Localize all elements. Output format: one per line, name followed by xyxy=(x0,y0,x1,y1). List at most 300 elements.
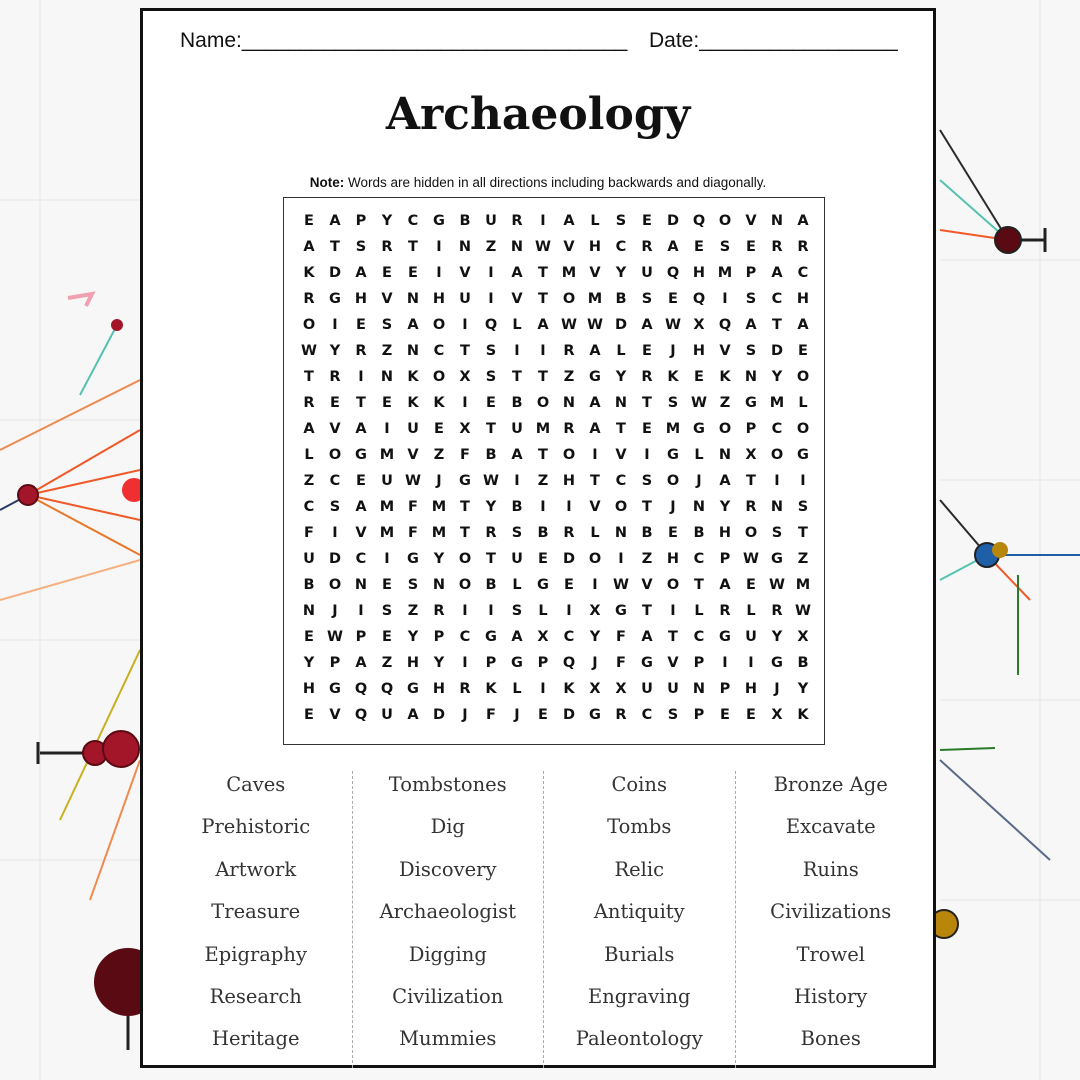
grid-letter[interactable]: Z xyxy=(537,473,549,489)
grid-letter[interactable]: G xyxy=(589,369,601,385)
grid-letter[interactable]: U xyxy=(381,707,393,723)
grid-letter[interactable]: Q xyxy=(718,317,732,333)
grid-letter[interactable]: C xyxy=(563,629,575,645)
grid-letter[interactable]: N xyxy=(432,577,446,593)
grid-letter[interactable]: M xyxy=(379,447,395,463)
grid-letter[interactable]: O xyxy=(770,447,784,463)
grid-letter[interactable]: G xyxy=(407,681,419,697)
grid-letter[interactable]: P xyxy=(433,629,445,645)
grid-letter[interactable]: D xyxy=(432,707,446,723)
grid-letter[interactable]: R xyxy=(433,603,445,619)
grid-letter[interactable]: O xyxy=(458,551,472,567)
grid-letter[interactable]: R xyxy=(303,395,315,411)
grid-letter[interactable]: G xyxy=(641,655,653,671)
grid-letter[interactable]: I xyxy=(592,447,598,463)
grid-letter[interactable]: F xyxy=(616,629,626,645)
grid-letter[interactable]: K xyxy=(303,265,315,281)
grid-letter[interactable]: H xyxy=(562,473,576,489)
grid-letter[interactable]: I xyxy=(644,447,650,463)
grid-letter[interactable]: I xyxy=(488,291,494,307)
grid-letter[interactable]: O xyxy=(432,369,446,385)
grid-letter[interactable]: A xyxy=(355,655,367,671)
grid-letter[interactable]: N xyxy=(718,447,732,463)
grid-letter[interactable]: C xyxy=(355,551,367,567)
grid-letter[interactable]: R xyxy=(563,525,575,541)
grid-letter[interactable]: T xyxy=(408,239,418,255)
grid-letter[interactable]: S xyxy=(771,525,783,541)
grid-letter[interactable]: P xyxy=(329,655,341,671)
grid-letter[interactable]: K xyxy=(719,369,731,385)
grid-letter[interactable]: C xyxy=(615,473,627,489)
grid-letter[interactable]: P xyxy=(693,707,705,723)
grid-letter[interactable]: R xyxy=(459,681,471,697)
grid-letter[interactable]: I xyxy=(540,213,546,229)
grid-letter[interactable]: Z xyxy=(381,655,393,671)
grid-letter[interactable]: S xyxy=(381,317,393,333)
grid-letter[interactable]: I xyxy=(540,681,546,697)
grid-letter[interactable]: K xyxy=(407,369,419,385)
grid-letter[interactable]: Q xyxy=(692,291,706,307)
date-field[interactable]: Date:_________________ xyxy=(649,29,898,52)
grid-letter[interactable]: W xyxy=(535,239,551,255)
grid-letter[interactable]: K xyxy=(563,681,575,697)
grid-letter[interactable]: M xyxy=(717,265,733,281)
grid-letter[interactable]: Z xyxy=(303,473,315,489)
grid-letter[interactable]: B xyxy=(303,577,315,593)
grid-letter[interactable]: A xyxy=(589,343,601,359)
grid-letter[interactable]: D xyxy=(328,265,342,281)
grid-letter[interactable]: B xyxy=(511,499,523,515)
grid-letter[interactable]: Y xyxy=(485,499,497,515)
grid-letter[interactable]: N xyxy=(354,577,368,593)
grid-letter[interactable]: C xyxy=(329,473,341,489)
grid-letter[interactable]: G xyxy=(589,707,601,723)
grid-letter[interactable]: J xyxy=(696,473,702,489)
grid-letter[interactable]: O xyxy=(666,577,680,593)
grid-letter[interactable]: A xyxy=(355,421,367,437)
grid-letter[interactable]: K xyxy=(407,395,419,411)
grid-letter[interactable]: R xyxy=(745,499,757,515)
grid-letter[interactable]: X xyxy=(459,369,471,385)
grid-letter[interactable]: C xyxy=(771,291,783,307)
grid-letter[interactable]: O xyxy=(744,525,758,541)
grid-letter[interactable]: Q xyxy=(484,317,498,333)
grid-letter[interactable]: S xyxy=(667,707,679,723)
grid-letter[interactable]: I xyxy=(488,265,494,281)
grid-letter[interactable]: N xyxy=(770,213,784,229)
grid-letter[interactable]: N xyxy=(770,499,784,515)
grid-letter[interactable]: I xyxy=(462,317,468,333)
grid-letter[interactable]: Q xyxy=(562,655,576,671)
grid-letter[interactable]: X xyxy=(589,681,601,697)
grid-letter[interactable]: B xyxy=(485,447,497,463)
grid-letter[interactable]: G xyxy=(771,655,783,671)
grid-letter[interactable]: M xyxy=(587,291,603,307)
grid-letter[interactable]: O xyxy=(718,213,732,229)
grid-letter[interactable]: V xyxy=(355,525,367,541)
grid-letter[interactable]: L xyxy=(590,213,600,229)
grid-letter[interactable]: S xyxy=(667,395,679,411)
grid-letter[interactable]: R xyxy=(563,421,575,437)
grid-letter[interactable]: Y xyxy=(329,343,341,359)
grid-letter[interactable]: T xyxy=(538,291,548,307)
grid-letter[interactable]: T xyxy=(642,395,652,411)
grid-letter[interactable]: M xyxy=(665,421,681,437)
grid-letter[interactable]: V xyxy=(459,265,471,281)
grid-letter[interactable]: Q xyxy=(354,707,368,723)
grid-letter[interactable]: Y xyxy=(771,369,783,385)
grid-letter[interactable]: G xyxy=(615,603,627,619)
grid-letter[interactable]: N xyxy=(562,395,576,411)
grid-letter[interactable]: F xyxy=(616,655,626,671)
grid-letter[interactable]: T xyxy=(694,577,704,593)
grid-letter[interactable]: R xyxy=(329,369,341,385)
name-field[interactable]: Name:_________________________________ xyxy=(180,29,628,52)
grid-letter[interactable]: M xyxy=(535,421,551,437)
grid-letter[interactable]: H xyxy=(692,265,706,281)
grid-letter[interactable]: H xyxy=(354,291,368,307)
grid-letter[interactable]: E xyxy=(382,265,392,281)
grid-letter[interactable]: A xyxy=(745,317,757,333)
grid-letter[interactable]: L xyxy=(694,447,704,463)
grid-letter[interactable]: E xyxy=(382,577,392,593)
grid-letter[interactable]: I xyxy=(800,473,806,489)
grid-letter[interactable]: R xyxy=(641,239,653,255)
grid-letter[interactable]: I xyxy=(488,603,494,619)
grid-letter[interactable]: L xyxy=(798,395,808,411)
grid-letter[interactable]: M xyxy=(379,525,395,541)
grid-letter[interactable]: C xyxy=(771,421,783,437)
grid-letter[interactable]: U xyxy=(641,681,653,697)
grid-letter[interactable]: E xyxy=(694,239,704,255)
grid-letter[interactable]: W xyxy=(665,317,681,333)
grid-letter[interactable]: S xyxy=(485,343,497,359)
grid-letter[interactable]: T xyxy=(356,395,366,411)
grid-letter[interactable]: A xyxy=(771,265,783,281)
grid-letter[interactable]: E xyxy=(304,213,314,229)
grid-letter[interactable]: N xyxy=(406,343,420,359)
grid-letter[interactable]: P xyxy=(355,213,367,229)
grid-letter[interactable]: X xyxy=(459,421,471,437)
grid-letter[interactable]: C xyxy=(693,551,705,567)
grid-letter[interactable]: J xyxy=(514,707,520,723)
grid-letter[interactable]: L xyxy=(590,525,600,541)
grid-letter[interactable]: M xyxy=(769,395,785,411)
grid-letter[interactable]: I xyxy=(436,239,442,255)
grid-letter[interactable]: I xyxy=(384,551,390,567)
grid-letter[interactable]: Y xyxy=(433,551,445,567)
grid-letter[interactable]: G xyxy=(355,447,367,463)
grid-letter[interactable]: B xyxy=(641,525,653,541)
grid-letter[interactable]: J xyxy=(332,603,338,619)
grid-letter[interactable]: H xyxy=(666,551,680,567)
grid-letter[interactable]: N xyxy=(744,369,758,385)
grid-letter[interactable]: T xyxy=(460,525,470,541)
grid-letter[interactable]: D xyxy=(562,707,576,723)
grid-letter[interactable]: A xyxy=(563,213,575,229)
grid-letter[interactable]: I xyxy=(748,655,754,671)
grid-letter[interactable]: R xyxy=(719,603,731,619)
grid-letter[interactable]: X xyxy=(615,681,627,697)
grid-letter[interactable]: T xyxy=(538,369,548,385)
grid-letter[interactable]: U xyxy=(303,551,315,567)
grid-letter[interactable]: P xyxy=(485,655,497,671)
grid-letter[interactable]: R xyxy=(797,239,809,255)
grid-letter[interactable]: U xyxy=(745,629,757,645)
grid-letter[interactable]: M xyxy=(431,499,447,515)
grid-letter[interactable]: S xyxy=(641,291,653,307)
grid-letter[interactable]: T xyxy=(486,421,496,437)
grid-letter[interactable]: R xyxy=(381,239,393,255)
grid-letter[interactable]: V xyxy=(589,265,601,281)
grid-letter[interactable]: O xyxy=(432,317,446,333)
grid-letter[interactable]: S xyxy=(797,499,809,515)
grid-letter[interactable]: B xyxy=(693,525,705,541)
grid-letter[interactable]: A xyxy=(641,317,653,333)
grid-letter[interactable]: R xyxy=(563,343,575,359)
grid-letter[interactable]: I xyxy=(592,577,598,593)
grid-letter[interactable]: D xyxy=(328,551,342,567)
grid-letter[interactable]: W xyxy=(743,551,759,567)
grid-letter[interactable]: A xyxy=(719,577,731,593)
grid-letter[interactable]: V xyxy=(615,447,627,463)
grid-letter[interactable]: K xyxy=(667,369,679,385)
grid-letter[interactable]: E xyxy=(642,421,652,437)
grid-letter[interactable]: O xyxy=(328,577,342,593)
grid-letter[interactable]: G xyxy=(719,629,731,645)
grid-letter[interactable]: X xyxy=(693,317,705,333)
grid-letter[interactable]: C xyxy=(459,629,471,645)
grid-letter[interactable]: V xyxy=(511,291,523,307)
grid-letter[interactable]: D xyxy=(614,317,628,333)
grid-letter[interactable]: Z xyxy=(381,343,393,359)
grid-letter[interactable]: Y xyxy=(407,629,419,645)
grid-letter[interactable]: X xyxy=(537,629,549,645)
grid-letter[interactable]: I xyxy=(722,291,728,307)
grid-letter[interactable]: A xyxy=(303,421,315,437)
grid-letter[interactable]: W xyxy=(483,473,499,489)
grid-letter[interactable]: O xyxy=(796,421,810,437)
grid-letter[interactable]: T xyxy=(512,369,522,385)
grid-letter[interactable]: O xyxy=(614,499,628,515)
grid-letter[interactable]: L xyxy=(512,317,522,333)
grid-letter[interactable]: N xyxy=(614,395,628,411)
grid-letter[interactable]: P xyxy=(537,655,549,671)
grid-letter[interactable]: U xyxy=(381,473,393,489)
grid-letter[interactable]: C xyxy=(303,499,315,515)
grid-letter[interactable]: X xyxy=(771,707,783,723)
grid-letter[interactable]: F xyxy=(408,499,418,515)
grid-letter[interactable]: G xyxy=(693,421,705,437)
grid-letter[interactable]: I xyxy=(332,317,338,333)
grid-letter[interactable]: O xyxy=(562,447,576,463)
grid-letter[interactable]: H xyxy=(432,681,446,697)
grid-letter[interactable]: D xyxy=(770,343,784,359)
grid-letter[interactable]: V xyxy=(329,421,341,437)
grid-letter[interactable]: W xyxy=(769,577,785,593)
grid-letter[interactable]: S xyxy=(511,525,523,541)
grid-letter[interactable]: O xyxy=(796,369,810,385)
grid-letter[interactable]: B xyxy=(459,213,471,229)
grid-letter[interactable]: W xyxy=(561,317,577,333)
grid-letter[interactable]: X xyxy=(745,447,757,463)
grid-letter[interactable]: T xyxy=(486,551,496,567)
grid-letter[interactable]: G xyxy=(771,551,783,567)
grid-letter[interactable]: T xyxy=(590,473,600,489)
grid-letter[interactable]: T xyxy=(616,421,626,437)
grid-letter[interactable]: V xyxy=(329,707,341,723)
grid-letter[interactable]: A xyxy=(797,317,809,333)
grid-letter[interactable]: P xyxy=(745,265,757,281)
grid-letter[interactable]: V xyxy=(719,343,731,359)
grid-letter[interactable]: M xyxy=(431,525,447,541)
grid-letter[interactable]: N xyxy=(380,369,394,385)
grid-letter[interactable]: S xyxy=(381,603,393,619)
grid-letter[interactable]: W xyxy=(405,473,421,489)
grid-letter[interactable]: L xyxy=(616,343,626,359)
grid-letter[interactable]: V xyxy=(407,447,419,463)
grid-letter[interactable]: G xyxy=(537,577,549,593)
grid-letter[interactable]: O xyxy=(536,395,550,411)
grid-letter[interactable]: E xyxy=(356,317,366,333)
grid-letter[interactable]: C xyxy=(433,343,445,359)
grid-letter[interactable]: W xyxy=(327,629,343,645)
grid-letter[interactable]: B xyxy=(511,395,523,411)
grid-letter[interactable]: Y xyxy=(615,369,627,385)
grid-letter[interactable]: C xyxy=(641,707,653,723)
grid-letter[interactable]: E xyxy=(382,629,392,645)
grid-letter[interactable]: T xyxy=(304,369,314,385)
grid-letter[interactable]: D xyxy=(666,213,680,229)
grid-letter[interactable]: Y xyxy=(381,213,393,229)
grid-letter[interactable]: E xyxy=(408,265,418,281)
grid-letter[interactable]: I xyxy=(332,525,338,541)
grid-letter[interactable]: U xyxy=(485,213,497,229)
grid-letter[interactable]: E xyxy=(746,707,756,723)
grid-letter[interactable]: Y xyxy=(615,265,627,281)
grid-letter[interactable]: V xyxy=(641,577,653,593)
grid-letter[interactable]: B xyxy=(537,525,549,541)
grid-letter[interactable]: A xyxy=(329,213,341,229)
grid-letter[interactable]: I xyxy=(566,603,572,619)
grid-letter[interactable]: L xyxy=(512,681,522,697)
grid-letter[interactable]: G xyxy=(433,213,445,229)
grid-letter[interactable]: H xyxy=(406,655,420,671)
grid-letter[interactable]: C xyxy=(407,213,419,229)
grid-letter[interactable]: E xyxy=(356,473,366,489)
grid-letter[interactable]: Q xyxy=(666,265,680,281)
grid-letter[interactable]: I xyxy=(722,655,728,671)
grid-letter[interactable]: U xyxy=(667,681,679,697)
grid-letter[interactable]: E xyxy=(746,239,756,255)
grid-letter[interactable]: E xyxy=(330,395,340,411)
grid-letter[interactable]: E xyxy=(694,369,704,385)
grid-letter[interactable]: L xyxy=(694,603,704,619)
grid-letter[interactable]: I xyxy=(462,655,468,671)
grid-letter[interactable]: R xyxy=(355,343,367,359)
grid-letter[interactable]: O xyxy=(666,473,680,489)
grid-letter[interactable]: L xyxy=(304,447,314,463)
grid-letter[interactable]: W xyxy=(613,577,629,593)
grid-letter[interactable]: E xyxy=(486,395,496,411)
grid-letter[interactable]: E xyxy=(434,421,444,437)
grid-letter[interactable]: Z xyxy=(485,239,497,255)
grid-letter[interactable]: Y xyxy=(589,629,601,645)
grid-letter[interactable]: X xyxy=(797,629,809,645)
grid-letter[interactable]: E xyxy=(642,343,652,359)
grid-letter[interactable]: G xyxy=(407,551,419,567)
grid-letter[interactable]: S xyxy=(355,239,367,255)
grid-letter[interactable]: T xyxy=(798,525,808,541)
grid-letter[interactable]: N xyxy=(302,603,316,619)
grid-letter[interactable]: E xyxy=(538,707,548,723)
grid-letter[interactable]: E xyxy=(304,629,314,645)
grid-letter[interactable]: P xyxy=(719,551,731,567)
grid-letter[interactable]: H xyxy=(432,291,446,307)
grid-letter[interactable]: N xyxy=(614,525,628,541)
grid-letter[interactable]: X xyxy=(589,603,601,619)
grid-letter[interactable]: L xyxy=(538,603,548,619)
grid-letter[interactable]: Q xyxy=(692,213,706,229)
grid-letter[interactable]: G xyxy=(511,655,523,671)
grid-letter[interactable]: O xyxy=(328,447,342,463)
grid-letter[interactable]: W xyxy=(691,395,707,411)
grid-letter[interactable]: E xyxy=(668,291,678,307)
grid-letter[interactable]: F xyxy=(408,525,418,541)
grid-letter[interactable]: R xyxy=(641,369,653,385)
grid-letter[interactable]: I xyxy=(540,499,546,515)
grid-letter[interactable]: J xyxy=(462,707,468,723)
grid-letter[interactable]: A xyxy=(511,265,523,281)
grid-letter[interactable]: N xyxy=(510,239,524,255)
grid-letter[interactable]: G xyxy=(329,291,341,307)
grid-letter[interactable]: H xyxy=(796,291,810,307)
grid-letter[interactable]: W xyxy=(587,317,603,333)
grid-letter[interactable]: M xyxy=(561,265,577,281)
grid-letter[interactable]: F xyxy=(304,525,314,541)
grid-letter[interactable]: N xyxy=(406,291,420,307)
grid-letter[interactable]: E xyxy=(538,551,548,567)
grid-letter[interactable]: T xyxy=(538,265,548,281)
grid-letter[interactable]: A xyxy=(641,629,653,645)
grid-letter[interactable]: B xyxy=(485,577,497,593)
grid-letter[interactable]: A xyxy=(407,707,419,723)
grid-letter[interactable]: Z xyxy=(719,395,731,411)
grid-letter[interactable]: O xyxy=(458,577,472,593)
grid-letter[interactable]: A xyxy=(537,317,549,333)
grid-letter[interactable]: E xyxy=(304,707,314,723)
grid-letter[interactable]: K xyxy=(433,395,445,411)
grid-letter[interactable]: B xyxy=(797,655,809,671)
grid-letter[interactable]: V xyxy=(745,213,757,229)
grid-letter[interactable]: L xyxy=(746,603,756,619)
grid-letter[interactable]: P xyxy=(745,421,757,437)
grid-letter[interactable]: C xyxy=(693,629,705,645)
grid-letter[interactable]: W xyxy=(795,603,811,619)
grid-letter[interactable]: S xyxy=(485,369,497,385)
grid-letter[interactable]: E xyxy=(382,395,392,411)
grid-letter[interactable]: T xyxy=(746,473,756,489)
grid-letter[interactable]: I xyxy=(566,499,572,515)
grid-letter[interactable]: O xyxy=(562,291,576,307)
grid-letter[interactable]: I xyxy=(774,473,780,489)
grid-letter[interactable]: E xyxy=(746,577,756,593)
grid-letter[interactable]: J xyxy=(592,655,598,671)
grid-letter[interactable]: S xyxy=(641,473,653,489)
grid-letter[interactable]: S xyxy=(407,577,419,593)
grid-letter[interactable]: W xyxy=(301,343,317,359)
grid-letter[interactable]: G xyxy=(459,473,471,489)
